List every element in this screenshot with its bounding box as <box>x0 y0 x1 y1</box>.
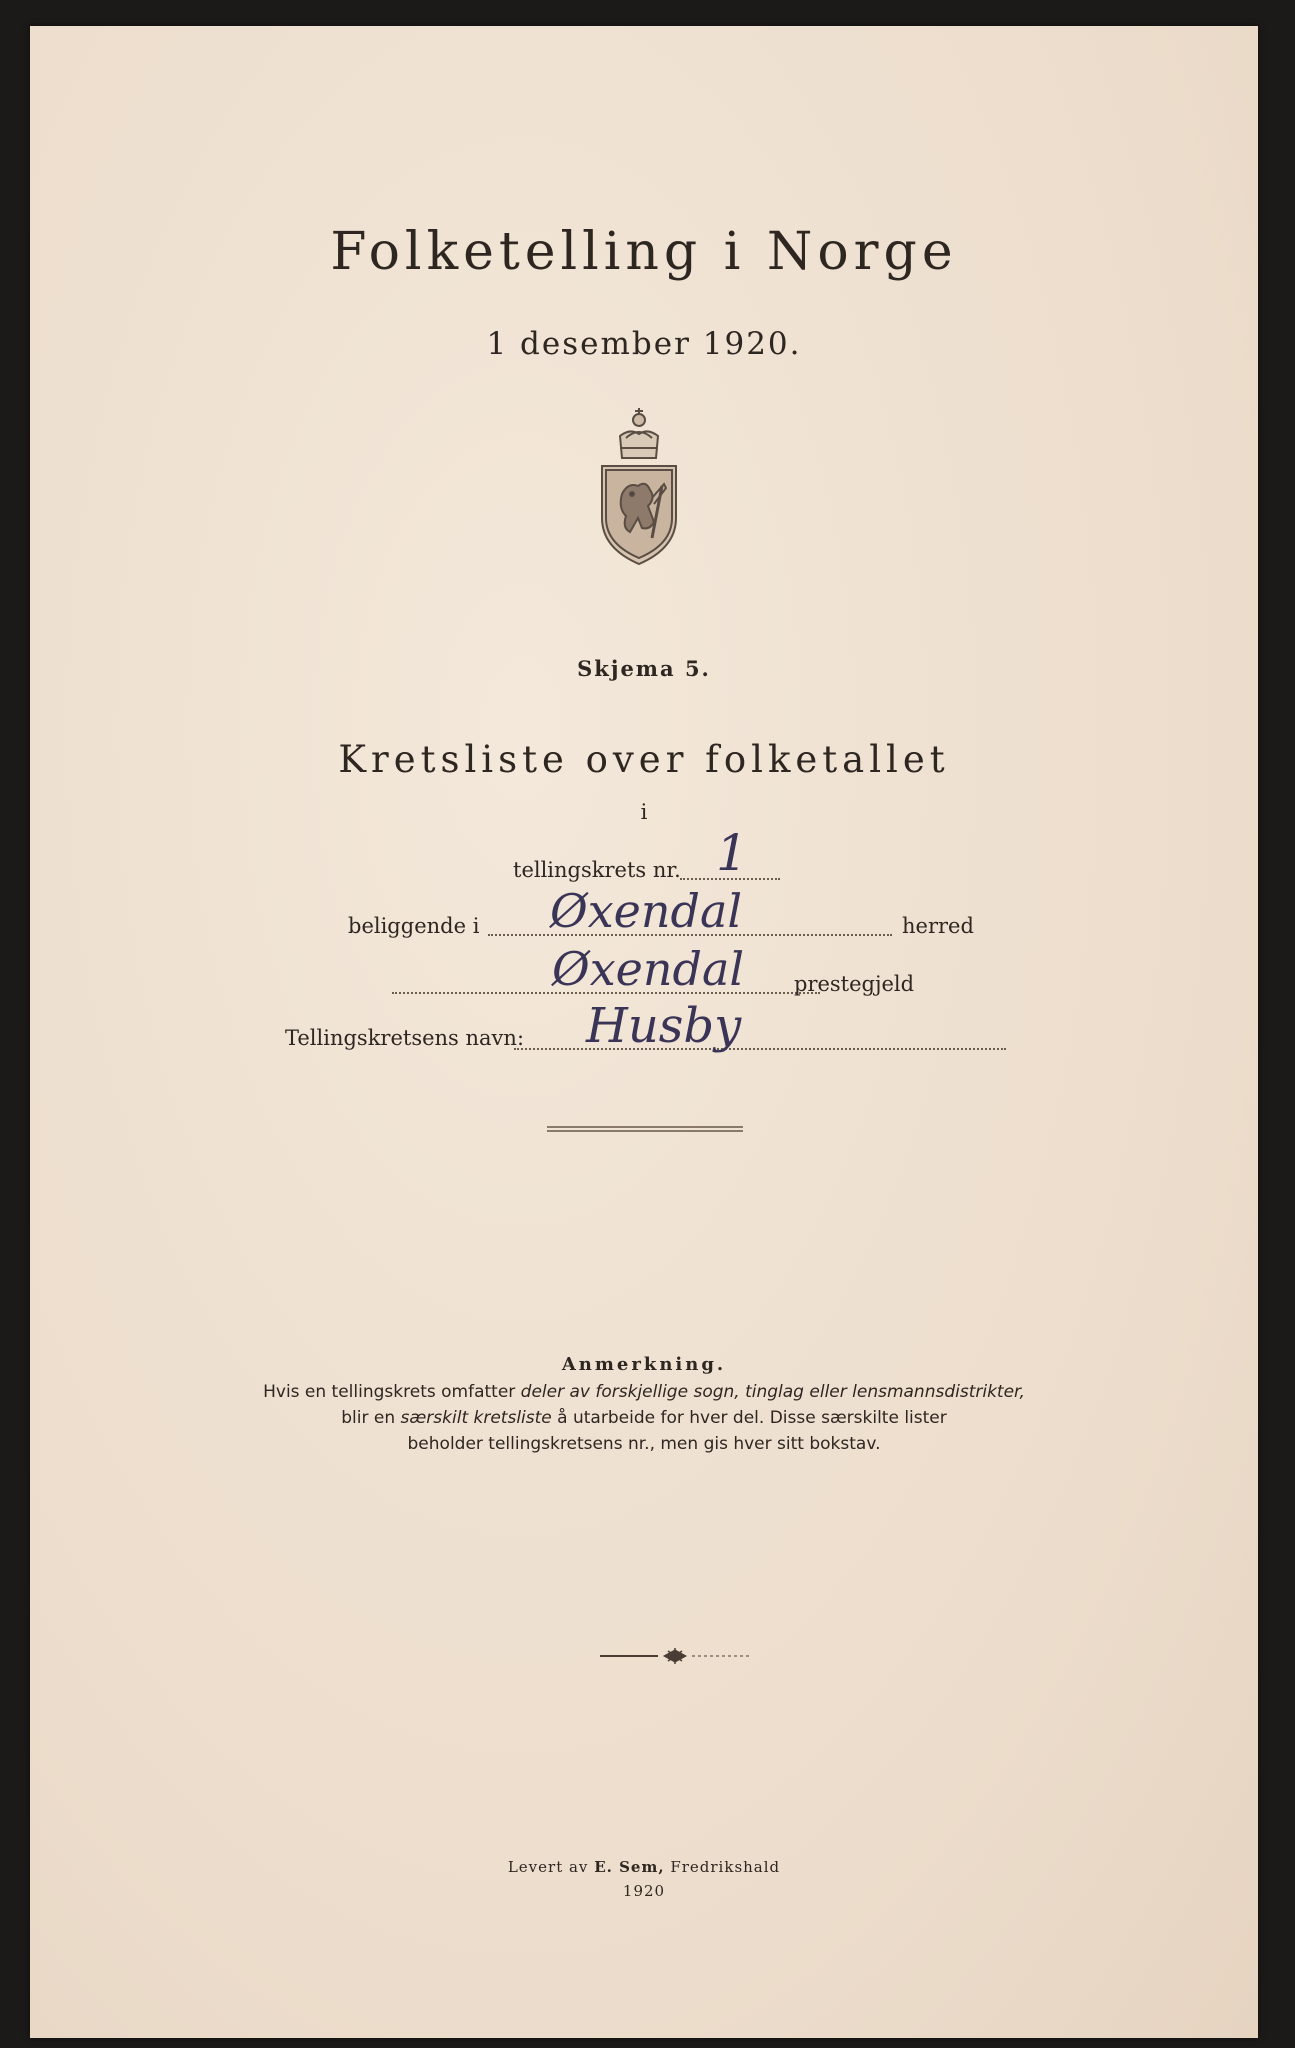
anmerkning-line-2 <box>30 1408 1258 1428</box>
form-heading: Kretsliste over folketallet <box>338 738 950 781</box>
tellingskrets-label: tellingskrets nr. <box>513 858 681 882</box>
anmerkning-line-2-emphasis: særskilt kretsliste <box>400 1408 552 1428</box>
anmerkning-line-3: beholder tellingskretsens nr., men gis hver sitt bokstav. <box>407 1434 881 1454</box>
census-date: 1 desember 1920. <box>486 326 802 362</box>
divider-rule-top <box>547 1126 743 1128</box>
anmerkning-line-2-text-b: å utarbeide for hver del. Disse særskilte lister <box>557 1408 947 1428</box>
printer-prefix: Levert av <box>507 1858 589 1876</box>
anmerkning-line-1-emphasis: deler av forskjellige sogn, tinglag eller lensmannsdistrikter, <box>520 1382 1025 1402</box>
krets-navn-value: Husby <box>586 998 742 1054</box>
divider-rule-bottom <box>547 1130 743 1132</box>
printer-year: 1920 <box>622 1882 666 1900</box>
anmerkning-line-2-text-a: blir en <box>341 1408 396 1428</box>
schema-number: Skjema 5. <box>577 656 711 681</box>
printer-credit <box>30 1858 1258 1876</box>
prestegjeld-label: prestegjeld <box>794 972 915 996</box>
heading-preposition: i <box>640 800 648 824</box>
beliggende-label: beliggende i <box>348 914 480 938</box>
herred-label: herred <box>902 914 974 938</box>
printer-name: E. Sem, <box>594 1858 665 1876</box>
prestegjeld-value: Øxendal <box>552 942 745 996</box>
document-title: Folketelling i Norge <box>330 222 958 282</box>
anmerkning-heading: Anmerkning. <box>561 1354 727 1375</box>
tellingskrets-value: 1 <box>716 824 748 882</box>
anmerkning-line-1-text: Hvis en tellingskrets omfatter <box>263 1382 516 1402</box>
anmerkning-line-1 <box>30 1382 1258 1402</box>
divider-ornament-icon <box>600 1646 750 1666</box>
census-form-page <box>30 26 1258 2038</box>
herred-value: Øxendal <box>550 884 743 938</box>
printer-location: Fredrikshald <box>670 1858 781 1876</box>
norway-coat-of-arms-icon <box>592 398 686 568</box>
krets-navn-label: Tellingskretsens navn: <box>285 1026 525 1050</box>
